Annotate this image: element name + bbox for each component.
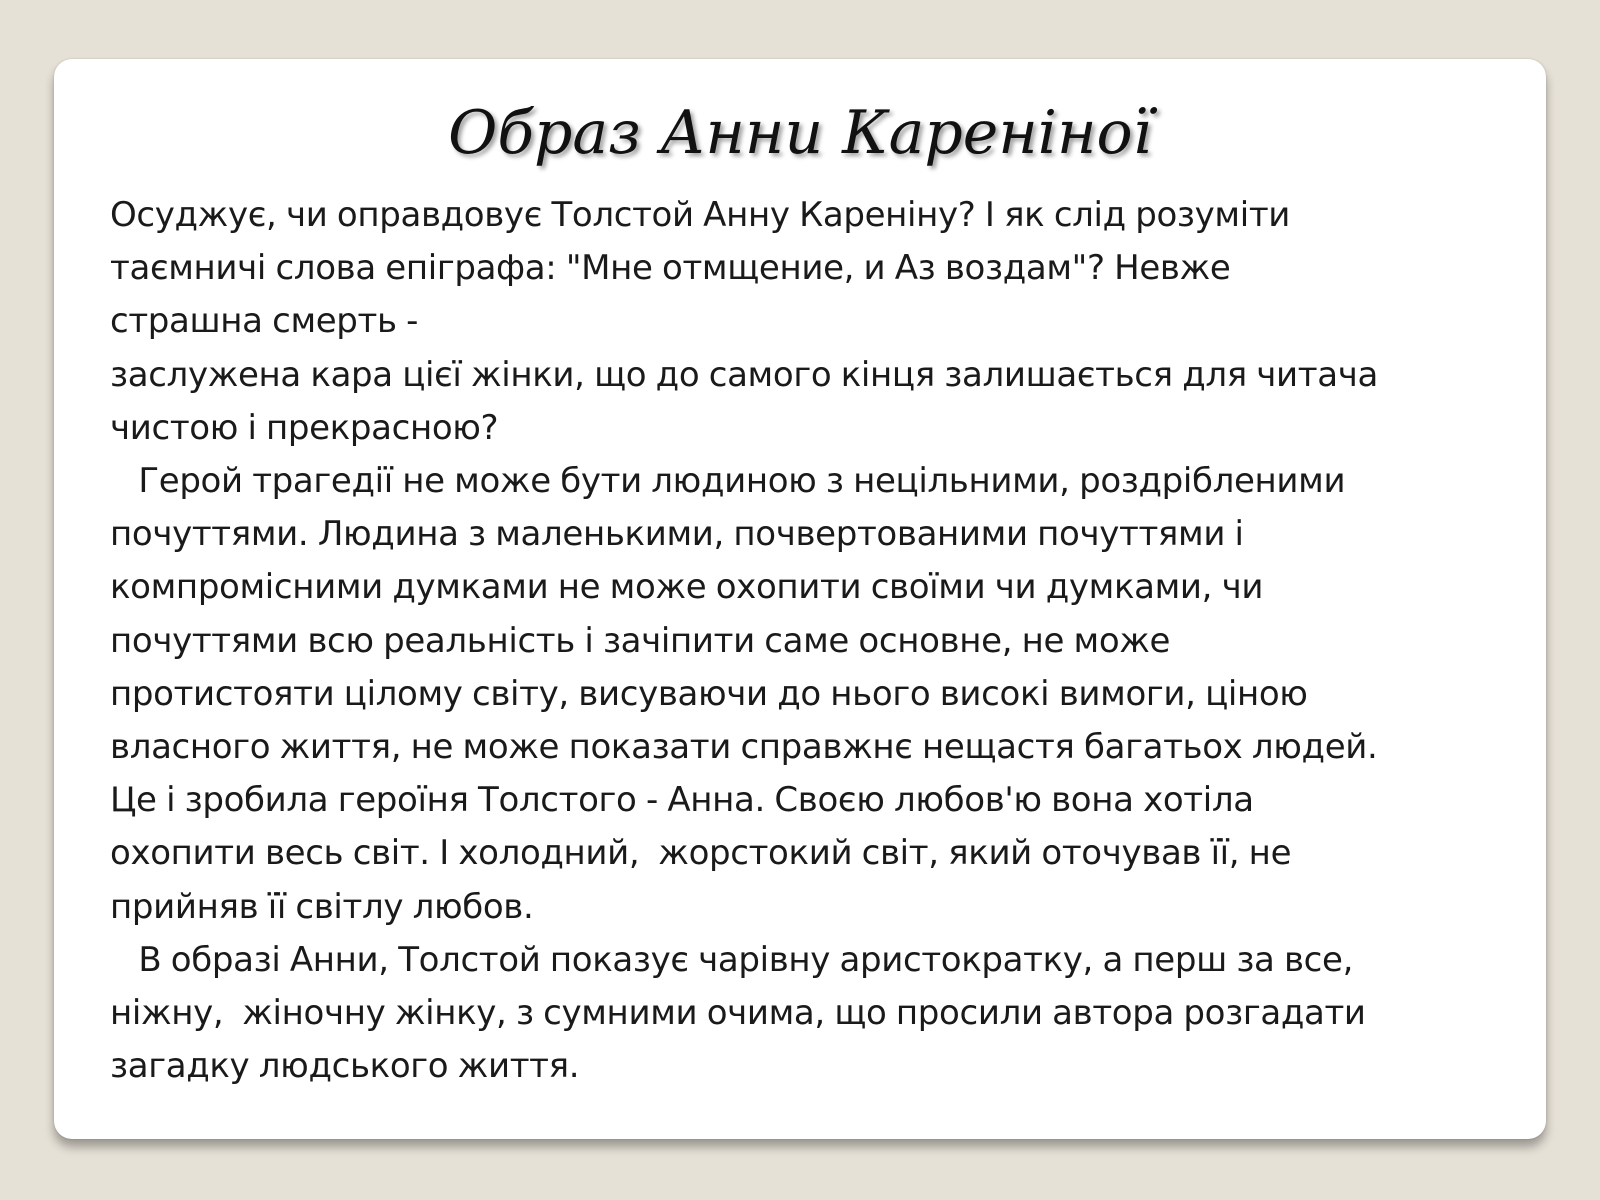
text-line: Герой трагедії не може бути людиною з нецільними, роздрібленими: [110, 461, 1346, 502]
text-line: В образі Анни, Толстой показує чарівну аристократку, а перш за все,: [110, 939, 1354, 980]
text-line: ніжну, жіночну жінку, з сумними очима, що просили автора розгадати: [110, 993, 1366, 1034]
text-line: чистою і прекрасною?: [110, 407, 499, 448]
text-line: протистояти цілому світу, висуваючи до нього високі вимоги, ціною: [110, 673, 1308, 714]
text-line: загадку людського життя.: [110, 1046, 580, 1087]
text-line: почуттями. Людина з маленькими, почвертованими почуттями і: [110, 514, 1244, 555]
text-line: компромісними думками не може охопити своїми чи думками, чи: [110, 567, 1264, 608]
text-line: почуттями всю реальність і зачіпити саме основне, не може: [110, 620, 1171, 661]
text-line: Це і зробила героїня Толстого - Анна. Своєю любов'ю вона хотіла: [110, 780, 1254, 821]
text-line: охопити весь світ. І холодний, жорстокий світ, який оточував її, не: [110, 833, 1292, 874]
text-line: власного життя, не може показати справжнє нещастя багатьох людей.: [110, 727, 1378, 768]
slide-card: [54, 59, 1546, 1139]
text-line: страшна смерть -: [110, 301, 419, 342]
text-line: таємничі слова епіграфа: "Мне отмщение, и Аз воздам"? Невже: [110, 248, 1231, 289]
text-line: Осуджує, чи оправдовує Толстой Анну Кареніну? І як слід розуміти: [110, 195, 1291, 235]
text-line: прийняв її світлу любов.: [110, 886, 534, 927]
slide-body-text: [110, 189, 1520, 1093]
text-line: заслужена кара цієї жінки, що до самого кінця залишається для читача: [110, 354, 1378, 395]
slide-title: Образ Анни Кареніної: [448, 98, 1152, 168]
